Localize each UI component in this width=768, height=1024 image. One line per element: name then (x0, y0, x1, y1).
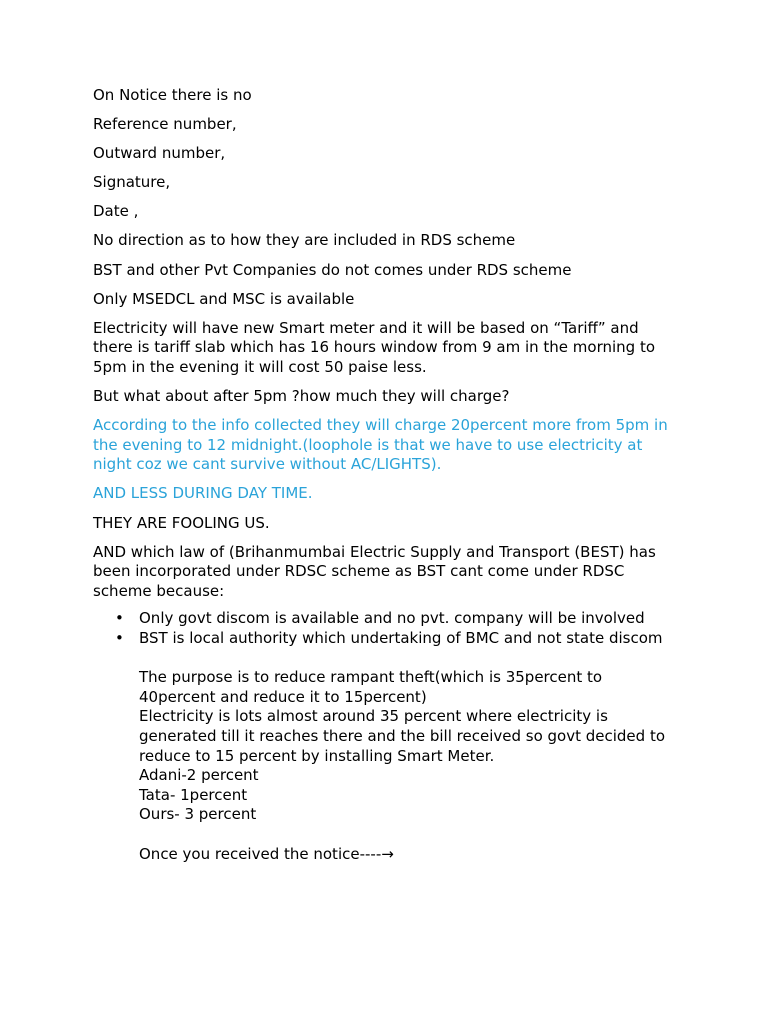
bullet-text: Only govt discom is available and no pvt. company will be involved (139, 609, 645, 628)
list-item (93, 629, 683, 649)
electricity-loss-text: Electricity is lots almost around 35 percent where electricity is generated till it reaches there and the bill received so govt decided to reduce to 15 percent by installing Smart Meter. (139, 707, 666, 765)
bullet-list (93, 609, 683, 648)
paragraph-signature: Signature, (93, 173, 171, 192)
bullet-icon: • (115, 628, 124, 647)
notice-received-line (139, 845, 683, 865)
paragraph-less-daytime: AND LESS DURING DAY TIME. (93, 484, 313, 503)
tata-text: Tata- 1percent (139, 785, 248, 804)
paragraph-notice-intro: On Notice there is no (93, 86, 252, 104)
list-item (93, 609, 683, 629)
blank-line (139, 825, 683, 845)
paragraph-date: Date , (93, 202, 139, 221)
indented-block (93, 649, 683, 865)
document-page (93, 86, 683, 864)
paragraph-reference-number: Reference number, (93, 115, 237, 134)
paragraph-fooling: THEY ARE FOOLING US. (93, 513, 270, 532)
paragraph-which-law: AND which law of (Brihanmumbai Electric Supply and Transport (BEST) has been incorporated under RDSC scheme as BST cant come under RDSC scheme because: (93, 542, 656, 600)
paragraph-bst-pvt: BST and other Pvt Companies do not comes under RDS scheme (93, 260, 572, 279)
paragraph-msedcl: Only MSEDCL and MSC is available (93, 289, 355, 308)
bullet-text: BST is local authority which undertaking of BMC and not state discom (139, 628, 663, 647)
paragraph-smart-meter: Electricity will have new Smart meter and it will be based on “Tariff” and there is tariff slab which has 16 hours window from 9 am in the morning to 5pm in the evening it will cost 50 paise less. (93, 318, 656, 376)
purpose-text: The purpose is to reduce rampant theft(which is 35percent to 40percent and reduce it to 15percent) (139, 668, 603, 706)
blank-line (139, 649, 683, 669)
notice-received-text: Once you received the notice---- (139, 844, 382, 863)
ours-text: Ours- 3 percent (139, 805, 257, 824)
paragraph-no-direction: No direction as to how they are included in RDS scheme (93, 231, 516, 250)
paragraph-info-collected: According to the info collected they will charge 20percent more from 5pm in the evening to 12 midnight.(loophole is that we have to use electricity at night coz we cant survive without AC/LIGHTS). (93, 416, 668, 474)
paragraph-outward-number: Outward number, (93, 144, 226, 163)
arrow-right-icon: → (381, 844, 394, 863)
bullet-icon: • (115, 609, 124, 628)
adani-text: Adani-2 percent (139, 766, 259, 785)
paragraph-after-5pm: But what about after 5pm ?how much they will charge? (93, 387, 510, 406)
